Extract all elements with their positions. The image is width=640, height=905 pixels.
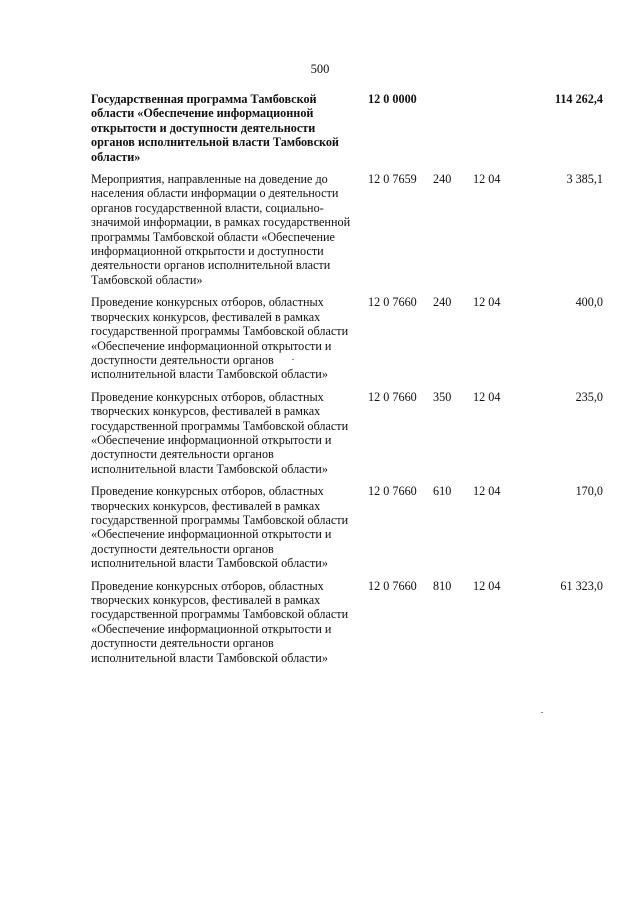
row-amount: 400,0 <box>575 295 603 310</box>
row-section: 12 04 <box>473 578 501 593</box>
row-section: 12 04 <box>473 389 501 404</box>
budget-table <box>91 92 603 665</box>
row-amount: 170,0 <box>575 484 603 499</box>
row-expense-type: 610 <box>433 484 452 499</box>
row-section: 12 04 <box>473 295 501 310</box>
row-name: Государственная программа Тамбовской области «Обеспечение информационной открытости и доступности деятельности органов исполнительной власти Тамбовской области» <box>91 92 339 164</box>
row-expense-type: 810 <box>433 578 452 593</box>
row-section: 12 04 <box>473 172 501 187</box>
row-code: 12 0 7660 <box>368 389 417 404</box>
row-code: 12 0 7660 <box>368 578 417 593</box>
row-code: 12 0 0000 <box>368 92 417 106</box>
row-expense-type: 240 <box>433 295 452 310</box>
row-code: 12 0 7660 <box>368 295 417 310</box>
row-expense-type: 240 <box>433 172 452 187</box>
row-amount: 114 262,4 <box>554 92 603 106</box>
row-name: Проведение конкурсных отборов, областных творческих конкурсов, фестивалей в рамках государственной программы Тамбовской области «Обеспечение информационной открытости и доступности деятельности органов исполнительной власти Тамбовской области» <box>91 484 349 571</box>
row-expense-type: 350 <box>433 389 452 404</box>
scan-speck <box>292 359 294 360</box>
row-amount: 3 385,1 <box>566 172 603 187</box>
row-code: 12 0 7660 <box>368 484 417 499</box>
table-row <box>91 92 603 164</box>
table-row <box>91 295 603 381</box>
row-name: Проведение конкурсных отборов, областных творческих конкурсов, фестивалей в рамках государственной программы Тамбовской области «Обеспечение информационной открытости и доступности деятельности органов исполнительной власти Тамбовской области» <box>91 578 349 665</box>
table-row <box>91 172 603 287</box>
scan-speck <box>541 712 543 713</box>
table-row <box>91 579 603 665</box>
row-amount: 61 323,0 <box>560 578 603 593</box>
row-section: 12 04 <box>473 484 501 499</box>
row-code: 12 0 7659 <box>368 172 417 187</box>
row-name: Проведение конкурсных отборов, областных творческих конкурсов, фестивалей в рамках государственной программы Тамбовской области «Обеспечение информационной открытости и доступности деятельности органов исполнительной власти Тамбовской области» <box>91 295 349 382</box>
row-amount: 235,0 <box>575 389 603 404</box>
table-row <box>91 390 603 476</box>
table-row <box>91 484 603 570</box>
page-number: 500 <box>310 62 330 76</box>
row-name: Мероприятия, направленные на доведение до населения области информации о деятельности органов государственной власти, социально-значимой информации, в рамках государственной программы Тамбовской области «Обеспечение информационной открытости и доступности деятельности органов исполнительной власти Тамбовской области» <box>91 172 351 287</box>
row-name: Проведение конкурсных отборов, областных творческих конкурсов, фестивалей в рамках государственной программы Тамбовской области «Обеспечение информационной открытости и доступности деятельности органов исполнительной власти Тамбовской области» <box>91 389 349 476</box>
